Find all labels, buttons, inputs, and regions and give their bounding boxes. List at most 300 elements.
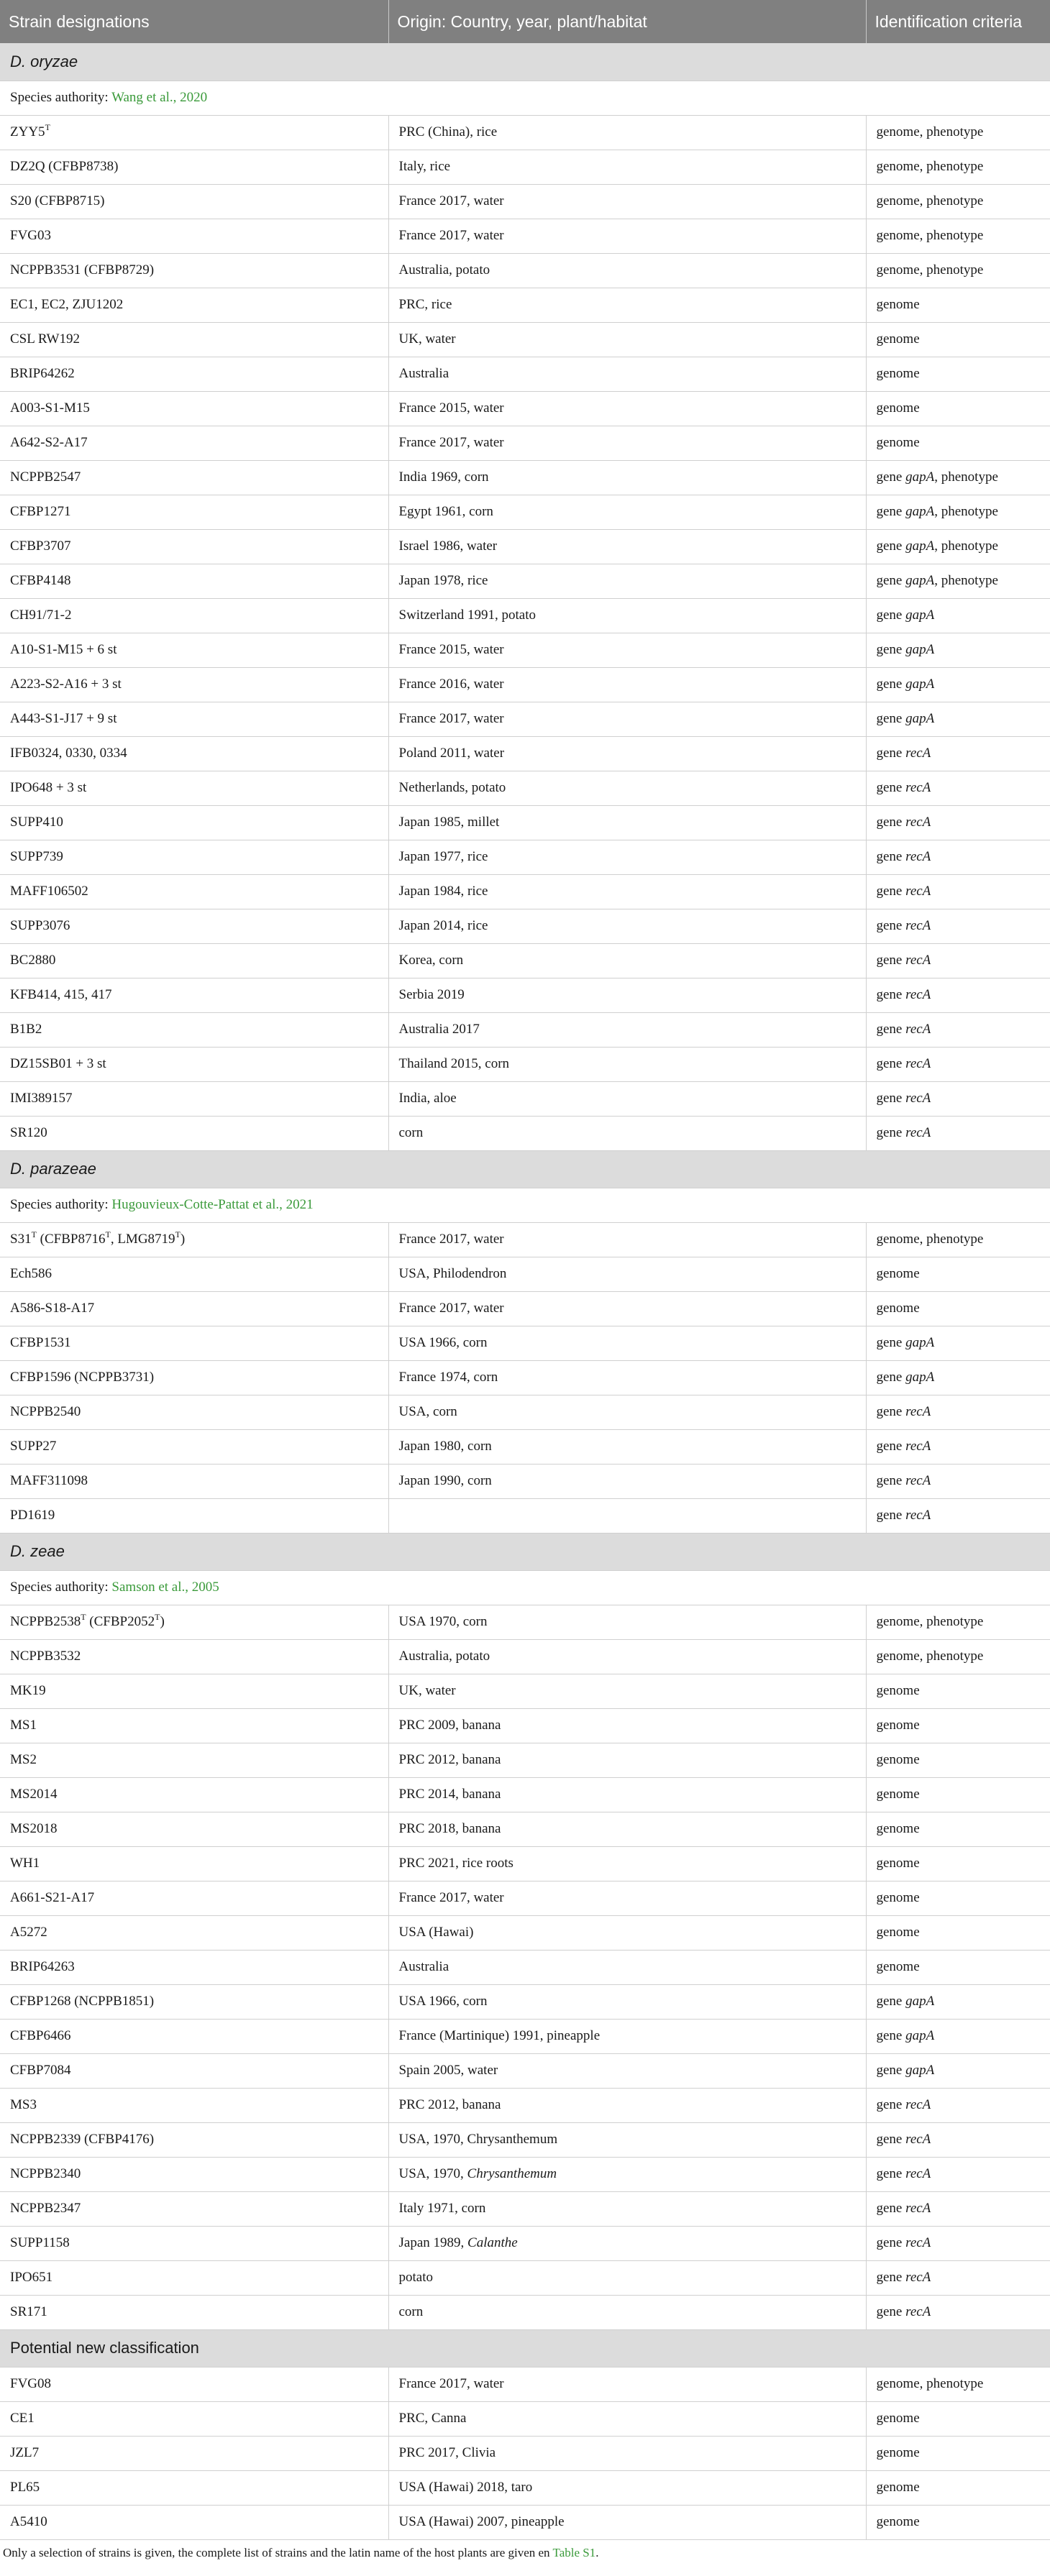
gene-name: recA <box>905 1404 931 1419</box>
strain-name: CFBP1271 <box>10 504 71 519</box>
origin-cell <box>388 736 866 771</box>
gene-name: gapA <box>905 2063 935 2078</box>
origin-text: PRC 2014, banana <box>398 1787 501 1802</box>
criteria-cell <box>866 150 1050 184</box>
gene-name: gapA <box>905 642 935 657</box>
origin-cell <box>388 1846 866 1881</box>
criteria-cell <box>866 1639 1050 1674</box>
section-title: Potential new classification <box>0 2329 1050 2367</box>
table-row <box>0 1674 1050 1708</box>
strain-name: A443-S1-J17 + 9 st <box>10 711 117 726</box>
origin-text: USA 1970, corn <box>398 1614 488 1629</box>
criteria-cell <box>866 736 1050 771</box>
criteria-text: genome, phenotype <box>876 124 984 139</box>
gene-name: recA <box>905 1508 931 1523</box>
origin-cell <box>388 2295 866 2329</box>
gene-name: recA <box>905 1022 931 1037</box>
strain-cell <box>0 2436 388 2470</box>
strain-name: CFBP6466 <box>10 2028 71 2043</box>
table-row <box>0 2053 1050 2088</box>
strain-name: CFBP1596 (NCPPB3731) <box>10 1370 155 1385</box>
origin-text: Italy, rice <box>398 159 451 174</box>
origin-text: corn <box>398 2304 424 2319</box>
strain-name-part: ) <box>160 1614 165 1629</box>
table-row <box>0 253 1050 288</box>
gene-name: gapA <box>905 2028 935 2043</box>
table-row <box>0 1257 1050 1291</box>
strain-name: MS3 <box>10 2097 37 2112</box>
origin-cell <box>388 1257 866 1291</box>
origin-text: Australia 2017 <box>398 1022 480 1037</box>
criteria-text: gene <box>876 2028 906 2043</box>
criteria-cell <box>866 1326 1050 1360</box>
origin-text: Japan 1977, rice <box>398 849 488 864</box>
table-row <box>0 1012 1050 1047</box>
table-row <box>0 874 1050 909</box>
criteria-cell <box>866 1950 1050 1984</box>
strain-name: PD1619 <box>10 1508 55 1523</box>
origin-text: USA (Hawai) <box>398 1925 474 1940</box>
origin-cell <box>388 2436 866 2470</box>
table-row <box>0 460 1050 495</box>
strain-name: SUPP1158 <box>10 2235 70 2250</box>
table-row <box>0 115 1050 150</box>
origin-text: PRC, Canna <box>398 2411 467 2426</box>
origin-text: UK, water <box>398 331 456 347</box>
gene-name: recA <box>905 2201 931 2216</box>
table-row <box>0 633 1050 667</box>
type-strain-mark: T <box>31 1229 37 1239</box>
origin-cell <box>388 1464 866 1498</box>
strain-cell <box>0 1743 388 1777</box>
strain-name: CH91/71-2 <box>10 608 72 623</box>
origin-text: PRC 2012, banana <box>398 1752 501 1767</box>
origin-text: Japan 1990, corn <box>398 1473 492 1488</box>
origin-cell <box>388 978 866 1012</box>
gene-name: recA <box>905 953 931 968</box>
gene-name: recA <box>905 2166 931 2181</box>
strain-name: IMI389157 <box>10 1091 73 1106</box>
type-strain-mark: T <box>175 1229 181 1239</box>
criteria-text: genome <box>876 1266 920 1281</box>
criteria-cell <box>866 1777 1050 1812</box>
criteria-cell <box>866 2157 1050 2191</box>
origin-cell <box>388 943 866 978</box>
strain-name-part: (CFBP2052 <box>86 1614 155 1629</box>
origin-text: France 2015, water <box>398 642 504 657</box>
strain-name: SR120 <box>10 1125 47 1140</box>
criteria-extra: , phenotype <box>934 504 998 519</box>
strain-cell <box>0 2295 388 2329</box>
species-authority <box>0 1188 1050 1222</box>
strain-name: NCPPB2547 <box>10 469 81 485</box>
origin-cell <box>388 2401 866 2436</box>
criteria-cell <box>866 2053 1050 2088</box>
criteria-cell <box>866 1984 1050 2019</box>
origin-text: Netherlands, potato <box>398 780 506 795</box>
origin-cell <box>388 1047 866 1081</box>
table-row <box>0 2122 1050 2157</box>
authority-label: Species authority: <box>10 90 112 105</box>
origin-cell <box>388 1984 866 2019</box>
criteria-text: gene <box>876 1335 906 1350</box>
strain-cell <box>0 1881 388 1915</box>
criteria-text: gene <box>876 1994 906 2009</box>
origin-text: UK, water <box>398 1683 456 1698</box>
strain-name: MAFF106502 <box>10 884 88 899</box>
strain-name: EC1, EC2, ZJU1202 <box>10 297 124 312</box>
gene-name: recA <box>905 1056 931 1071</box>
table-row <box>0 1812 1050 1846</box>
criteria-cell <box>866 426 1050 460</box>
origin-text: PRC (China), rice <box>398 124 498 139</box>
criteria-cell <box>866 1116 1050 1150</box>
origin-cell <box>388 115 866 150</box>
strain-name: CFBP1268 (NCPPB1851) <box>10 1994 155 2009</box>
criteria-cell <box>866 2470 1050 2505</box>
origin-text: Japan 1989, <box>398 2235 468 2250</box>
origin-cell <box>388 184 866 219</box>
strain-name: MK19 <box>10 1683 46 1698</box>
strain-name-part: ) <box>180 1232 186 1247</box>
origin-cell <box>388 598 866 633</box>
strain-cell <box>0 1674 388 1708</box>
table-row <box>0 357 1050 391</box>
table-row <box>0 2191 1050 2226</box>
criteria-cell <box>866 1464 1050 1498</box>
gene-name: recA <box>905 918 931 933</box>
section-header <box>0 43 1050 81</box>
origin-cell <box>388 1812 866 1846</box>
criteria-text: gene <box>876 1056 906 1071</box>
origin-text: France 2017, water <box>398 435 504 450</box>
criteria-cell <box>866 1846 1050 1881</box>
strain-cell <box>0 1429 388 1464</box>
criteria-cell <box>866 909 1050 943</box>
origin-cell <box>388 2019 866 2053</box>
strain-name: WH1 <box>10 1856 40 1871</box>
gene-name: gapA <box>905 608 935 623</box>
strain-name: JZL7 <box>10 2445 40 2460</box>
criteria-text: gene <box>876 2304 906 2319</box>
gene-name: recA <box>905 987 931 1002</box>
criteria-cell <box>866 1047 1050 1081</box>
table-row <box>0 1605 1050 1639</box>
species-authority-row <box>0 1570 1050 1605</box>
table-row <box>0 943 1050 978</box>
section-header <box>0 2329 1050 2367</box>
origin-cell <box>388 426 866 460</box>
table-row <box>0 805 1050 840</box>
strain-cell <box>0 115 388 150</box>
origin-cell <box>388 633 866 667</box>
origin-cell <box>388 1222 866 1257</box>
strain-cell <box>0 426 388 460</box>
strain-cell <box>0 840 388 874</box>
criteria-text: genome, phenotype <box>876 1614 984 1629</box>
criteria-text: gene <box>876 2166 906 2181</box>
strain-cell <box>0 1498 388 1533</box>
origin-text: corn <box>398 1125 424 1140</box>
origin-cell <box>388 840 866 874</box>
section-header <box>0 1533 1050 1570</box>
strain-cell <box>0 1257 388 1291</box>
strain-cell <box>0 1116 388 1150</box>
origin-cell <box>388 1950 866 1984</box>
strain-cell <box>0 529 388 564</box>
table-row <box>0 1047 1050 1081</box>
strain-cell <box>0 1639 388 1674</box>
species-authority-row <box>0 1188 1050 1222</box>
strain-name: MAFF311098 <box>10 1473 88 1488</box>
criteria-text: gene <box>876 780 906 795</box>
origin-cell <box>388 1081 866 1116</box>
origin-cell <box>388 1743 866 1777</box>
criteria-text: gene <box>876 1370 906 1385</box>
origin-text: PRC 2017, Clivia <box>398 2445 496 2460</box>
gene-name: recA <box>905 2235 931 2250</box>
table-row <box>0 2367 1050 2401</box>
table-row <box>0 1915 1050 1950</box>
origin-text: France (Martinique) 1991, pineapple <box>398 2028 601 2043</box>
table-row <box>0 2088 1050 2122</box>
table-row <box>0 909 1050 943</box>
strain-name: MS2014 <box>10 1787 58 1802</box>
criteria-text: gene <box>876 815 906 830</box>
footnote-end: . <box>595 2545 599 2559</box>
criteria-cell <box>866 702 1050 736</box>
criteria-text: gene <box>876 2235 906 2250</box>
origin-text: Australia <box>398 366 449 381</box>
criteria-cell <box>866 874 1050 909</box>
strain-name: NCPPB3531 (CFBP8729) <box>10 262 155 278</box>
strain-cell <box>0 633 388 667</box>
table-row <box>0 1081 1050 1116</box>
table-row <box>0 184 1050 219</box>
criteria-cell <box>866 2401 1050 2436</box>
criteria-cell <box>866 219 1050 253</box>
strain-name: A003-S1-M15 <box>10 400 90 416</box>
authority-reference-link[interactable]: Samson et al., 2005 <box>111 1580 219 1595</box>
origin-cell <box>388 1326 866 1360</box>
origin-cell <box>388 1915 866 1950</box>
criteria-text: gene <box>876 918 906 933</box>
criteria-text: genome, phenotype <box>876 159 984 174</box>
authority-reference-link[interactable]: Hugouvieux-Cotte-Pattat et al., 2021 <box>111 1197 314 1212</box>
origin-cell <box>388 1360 866 1395</box>
origin-text: France 2017, water <box>398 1301 504 1316</box>
origin-text: USA, Philodendron <box>398 1266 507 1281</box>
strain-name: SUPP27 <box>10 1439 57 1454</box>
strain-cell <box>0 702 388 736</box>
strain-name: MS1 <box>10 1718 37 1733</box>
origin-text: France 2017, water <box>398 193 504 208</box>
criteria-text: gene <box>876 2270 906 2285</box>
criteria-text: genome <box>876 400 920 416</box>
table-row <box>0 1464 1050 1498</box>
criteria-text: gene <box>876 746 906 761</box>
origin-text: USA (Hawai) 2007, pineapple <box>398 2514 565 2529</box>
origin-text: Japan 2014, rice <box>398 918 488 933</box>
criteria-cell <box>866 978 1050 1012</box>
origin-text: France 2017, water <box>398 1232 504 1247</box>
strain-name: BRIP64262 <box>10 366 75 381</box>
strain-name: NCPPB2340 <box>10 2166 81 2181</box>
gene-name: recA <box>905 780 931 795</box>
gene-name: recA <box>905 1125 931 1140</box>
criteria-cell <box>866 391 1050 426</box>
criteria-cell <box>866 805 1050 840</box>
strain-name: FVG08 <box>10 2376 52 2391</box>
strain-name: ZYY5 <box>10 124 45 139</box>
origin-latin-name: Calanthe <box>467 2235 518 2250</box>
origin-text: PRC, rice <box>398 297 452 312</box>
strain-cell <box>0 1812 388 1846</box>
criteria-cell <box>866 1081 1050 1116</box>
origin-cell <box>388 1429 866 1464</box>
criteria-text: genome, phenotype <box>876 262 984 278</box>
origin-cell <box>388 2260 866 2295</box>
section-title: D. parazeae <box>0 1150 1050 1188</box>
authority-reference-link[interactable]: Wang et al., 2020 <box>111 90 208 105</box>
origin-text: Poland 2011, water <box>398 746 505 761</box>
criteria-cell <box>866 2260 1050 2295</box>
origin-text: USA, corn <box>398 1404 457 1419</box>
criteria-text: gene <box>876 2097 906 2112</box>
criteria-cell <box>866 460 1050 495</box>
criteria-cell <box>866 2122 1050 2157</box>
criteria-extra: , phenotype <box>934 573 998 588</box>
criteria-text: genome <box>876 1856 920 1871</box>
criteria-text: genome <box>876 1718 920 1733</box>
criteria-text: genome <box>876 2445 920 2460</box>
strain-name: DZ2Q (CFBP8738) <box>10 159 119 174</box>
criteria-text: genome <box>876 1925 920 1940</box>
criteria-cell <box>866 633 1050 667</box>
strain-cell <box>0 2367 388 2401</box>
strain-name: A223-S2-A16 + 3 st <box>10 677 122 692</box>
criteria-text: genome, phenotype <box>876 2376 984 2391</box>
table-row <box>0 667 1050 702</box>
strain-name: S31 <box>10 1232 32 1247</box>
origin-cell <box>388 1291 866 1326</box>
origin-text: PRC 2021, rice roots <box>398 1856 513 1871</box>
origin-cell <box>388 1012 866 1047</box>
origin-cell <box>388 2088 866 2122</box>
strain-cell <box>0 495 388 529</box>
gene-name: recA <box>905 849 931 864</box>
origin-text: Australia, potato <box>398 1649 490 1664</box>
authority-label: Species authority: <box>10 1197 112 1212</box>
gene-name: gapA <box>905 1370 935 1385</box>
origin-text: USA, 1970, Chrysanthemum <box>398 2132 558 2147</box>
strain-name: S20 (CFBP8715) <box>10 193 105 208</box>
origin-cell <box>388 1674 866 1708</box>
type-strain-mark: T <box>45 122 50 132</box>
origin-text: Israel 1986, water <box>398 538 498 554</box>
criteria-text: genome, phenotype <box>876 1232 984 1247</box>
criteria-text: genome <box>876 2480 920 2495</box>
origin-cell <box>388 150 866 184</box>
criteria-text: genome <box>876 366 920 381</box>
strain-name: PL65 <box>10 2480 40 2495</box>
strain-name: A5410 <box>10 2514 47 2529</box>
origin-cell <box>388 1777 866 1812</box>
origin-cell <box>388 564 866 598</box>
origin-cell <box>388 1708 866 1743</box>
origin-cell <box>388 1395 866 1429</box>
strain-name: IFB0324, 0330, 0334 <box>10 746 127 761</box>
strain-cell <box>0 2470 388 2505</box>
strain-cell <box>0 2019 388 2053</box>
origin-cell <box>388 1881 866 1915</box>
section-title: D. zeae <box>0 1533 1050 1570</box>
origin-cell <box>388 357 866 391</box>
criteria-text: gene <box>876 677 906 692</box>
criteria-cell <box>866 1605 1050 1639</box>
table-row <box>0 1743 1050 1777</box>
criteria-text: genome <box>876 1890 920 1905</box>
table-row <box>0 322 1050 357</box>
gene-name: gapA <box>905 469 935 485</box>
table-row <box>0 2260 1050 2295</box>
criteria-cell <box>866 564 1050 598</box>
table-s1-link[interactable]: Table S1 <box>552 2545 596 2559</box>
criteria-cell <box>866 529 1050 564</box>
origin-cell <box>388 1639 866 1674</box>
table-row <box>0 771 1050 805</box>
criteria-cell <box>866 2436 1050 2470</box>
strain-name: IPO651 <box>10 2270 53 2285</box>
strain-name: SUPP739 <box>10 849 63 864</box>
criteria-cell <box>866 943 1050 978</box>
strain-cell <box>0 771 388 805</box>
origin-cell <box>388 529 866 564</box>
gene-name: gapA <box>905 538 935 554</box>
criteria-text: genome <box>876 1787 920 1802</box>
table-row <box>0 1116 1050 1150</box>
origin-text: USA (Hawai) 2018, taro <box>398 2480 533 2495</box>
table-body <box>0 43 1050 2539</box>
strain-cell <box>0 1708 388 1743</box>
gene-name: recA <box>905 1091 931 1106</box>
origin-text: France 1974, corn <box>398 1370 498 1385</box>
criteria-cell <box>866 2295 1050 2329</box>
origin-text: PRC 2009, banana <box>398 1718 501 1733</box>
type-strain-mark: T <box>81 1611 86 1622</box>
origin-text: France 2015, water <box>398 400 504 416</box>
strain-name: IPO648 + 3 st <box>10 780 87 795</box>
strain-cell <box>0 1360 388 1395</box>
strain-cell <box>0 184 388 219</box>
strain-name: NCPPB2347 <box>10 2201 81 2216</box>
criteria-text: genome <box>876 1683 920 1698</box>
criteria-text: genome <box>876 1301 920 1316</box>
species-authority-row <box>0 81 1050 115</box>
criteria-text: genome <box>876 1959 920 1974</box>
origin-cell <box>388 2505 866 2539</box>
origin-text: Switzerland 1991, potato <box>398 608 536 623</box>
table-row <box>0 1881 1050 1915</box>
origin-text: France 2016, water <box>398 677 504 692</box>
origin-cell <box>388 288 866 322</box>
table-row <box>0 1395 1050 1429</box>
criteria-cell <box>866 840 1050 874</box>
strain-name: BC2880 <box>10 953 56 968</box>
section-title: D. oryzae <box>0 43 1050 81</box>
origin-cell <box>388 1116 866 1150</box>
gene-name: recA <box>905 884 931 899</box>
